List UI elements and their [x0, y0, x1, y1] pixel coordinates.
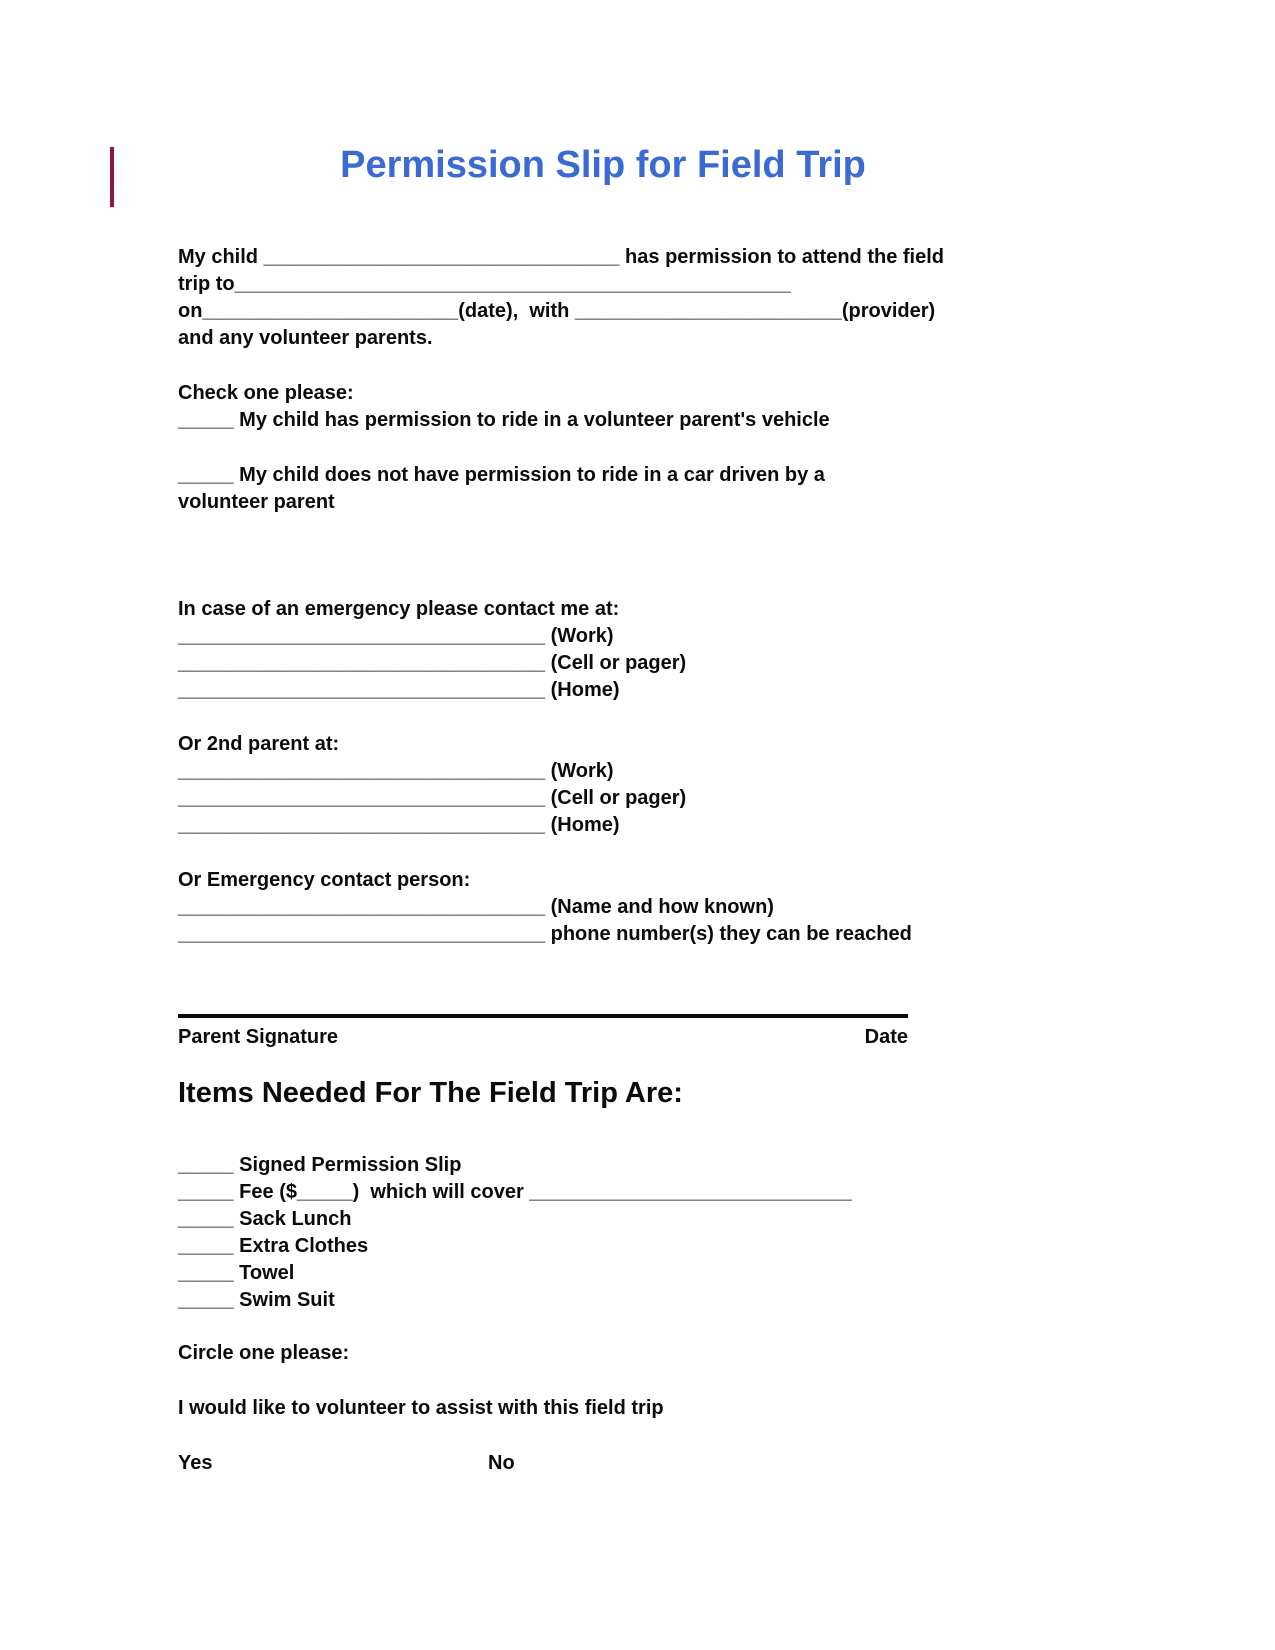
item-signed-permission-slip: _____ Signed Permission Slip	[178, 1154, 462, 1176]
yes-label: Yes	[178, 1452, 213, 1474]
check-one-section	[178, 380, 1028, 516]
check-one-heading: Check one please:	[178, 382, 354, 404]
emergency-person-heading: Or Emergency contact person:	[178, 869, 471, 891]
intro-paragraph	[178, 244, 1028, 352]
intro-line-date-provider: on_______________________(date), with ________________________(provider)	[178, 300, 936, 322]
item-sack-lunch: _____ Sack Lunch	[178, 1208, 352, 1230]
emergency-contact-section	[178, 596, 1028, 704]
second-parent-work-line: _________________________________ (Work)	[178, 760, 614, 782]
item-extra-clothes: _____ Extra Clothes	[178, 1235, 369, 1257]
intro-line-trip-to: trip to__________________________________________________	[178, 273, 791, 295]
second-parent-cell-line: _________________________________ (Cell or pager)	[178, 787, 687, 809]
check-option-permission: _____ My child has permission to ride in a volunteer parent's vehicle	[178, 409, 830, 431]
emergency-contact-heading: In case of an emergency please contact me at:	[178, 598, 620, 620]
signature-labels	[178, 1024, 908, 1051]
intro-line-volunteer-parents: and any volunteer parents.	[178, 327, 433, 349]
emergency-work-line: _________________________________ (Work)	[178, 625, 614, 647]
volunteer-statement: I would like to volunteer to assist with this field trip	[178, 1397, 664, 1419]
emergency-cell-line: _________________________________ (Cell or pager)	[178, 652, 687, 674]
emergency-person-name-line: _________________________________ (Name and how known)	[178, 896, 774, 918]
items-needed-list	[178, 1152, 1028, 1314]
date-label: Date	[864, 1026, 908, 1048]
item-towel: _____ Towel	[178, 1262, 295, 1284]
second-parent-home-line: _________________________________ (Home)	[178, 814, 620, 836]
items-needed-heading: Items Needed For The Field Trip Are:	[178, 1077, 683, 1109]
accent-bar	[110, 147, 114, 207]
emergency-person-section	[178, 867, 1028, 948]
parent-signature-label: Parent Signature	[178, 1026, 339, 1048]
item-fee: _____ Fee ($_____) which will cover _____________________________	[178, 1181, 852, 1203]
check-option-no-permission-line-2: volunteer parent	[178, 491, 335, 513]
document-content	[178, 0, 1028, 1477]
circle-one-heading: Circle one please:	[178, 1342, 350, 1364]
signature-line	[178, 1014, 908, 1018]
check-option-no-permission-line-1: _____ My child does not have permission to ride in a car driven by a	[178, 464, 825, 486]
yes-no-row	[178, 1450, 1028, 1477]
emergency-home-line: _________________________________ (Home)	[178, 679, 620, 701]
no-label: No	[488, 1452, 515, 1474]
second-parent-heading: Or 2nd parent at:	[178, 733, 340, 755]
item-swim-suit: _____ Swim Suit	[178, 1289, 335, 1311]
intro-line-child: My child ________________________________ has permission to attend the field	[178, 246, 944, 268]
document-title: Permission Slip for Field Trip	[340, 144, 866, 186]
signature-block	[178, 1014, 908, 1051]
emergency-person-phone-line: _________________________________ phone number(s) they can be reached	[178, 923, 912, 945]
second-parent-section	[178, 731, 1028, 839]
